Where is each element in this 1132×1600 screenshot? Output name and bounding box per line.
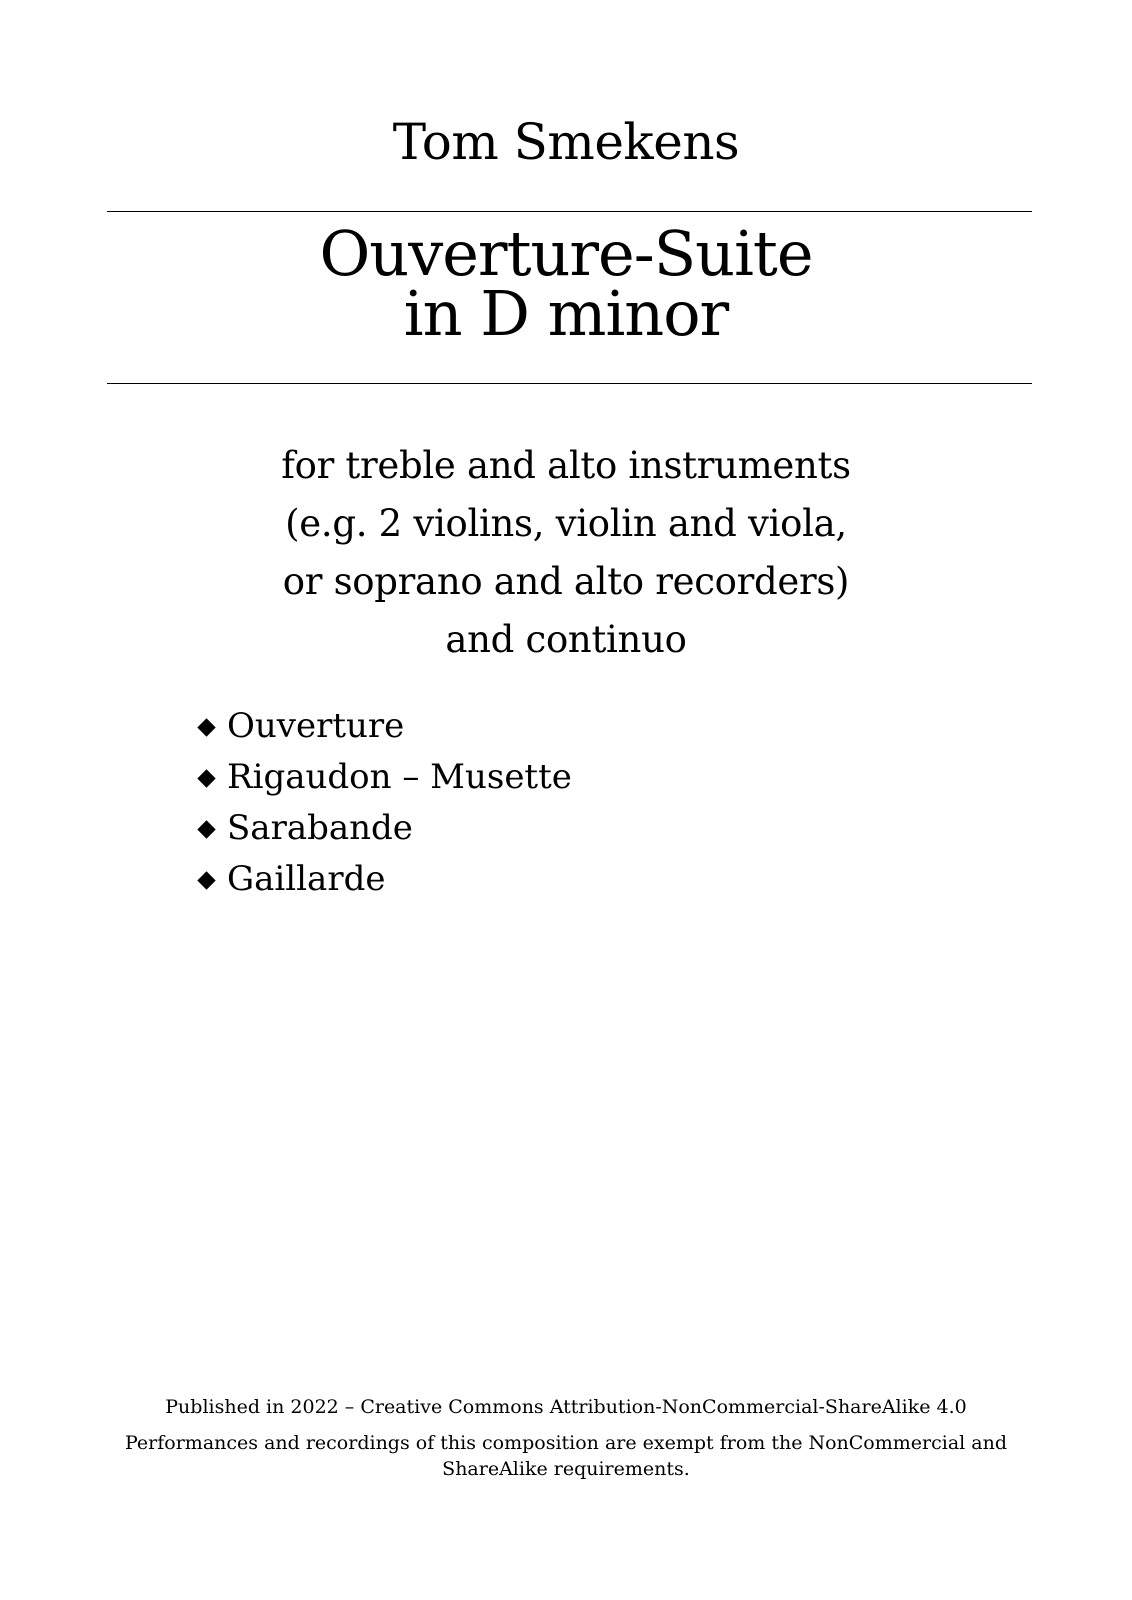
work-title	[0, 217, 1132, 350]
publication-notice: Published in 2022 – Creative Commons Attribution-NonCommercial-ShareAlike 4.0	[165, 1396, 967, 1418]
publication-footer	[0, 1394, 1132, 1482]
movement-item	[198, 854, 572, 905]
title-bottom-rule	[107, 383, 1032, 384]
movement-label: Rigaudon – Musette	[227, 757, 572, 797]
instrumentation-line: (e.g. 2 violins, violin and viola,	[285, 502, 847, 545]
movement-label: Ouverture	[227, 706, 405, 746]
movement-label: Sarabande	[227, 808, 413, 848]
license-exemption-notice: Performances and recordings of this composition are exempt from the NonCommercial and ShareAlike requirements.	[125, 1432, 1007, 1480]
instrumentation-line: for treble and alto instruments	[281, 444, 851, 487]
diamond-bullet-icon	[197, 718, 215, 736]
composer-name: Tom Smekens	[392, 113, 740, 171]
work-title-line-2: in D minor	[403, 277, 729, 350]
diamond-bullet-icon	[197, 820, 215, 838]
diamond-bullet-icon	[197, 769, 215, 787]
movement-label: Gaillarde	[227, 859, 386, 899]
diamond-bullet-icon	[197, 871, 215, 889]
title-top-rule	[107, 211, 1032, 212]
work-title-line-1: Ouverture-Suite	[319, 217, 813, 290]
movement-item	[198, 803, 572, 854]
movement-item	[198, 752, 572, 803]
instrumentation-block	[0, 437, 1132, 669]
instrumentation-line: and continuo	[445, 618, 687, 661]
instrumentation-line: or soprano and alto recorders)	[282, 560, 850, 603]
movement-item	[198, 701, 572, 752]
movement-list	[198, 701, 572, 905]
